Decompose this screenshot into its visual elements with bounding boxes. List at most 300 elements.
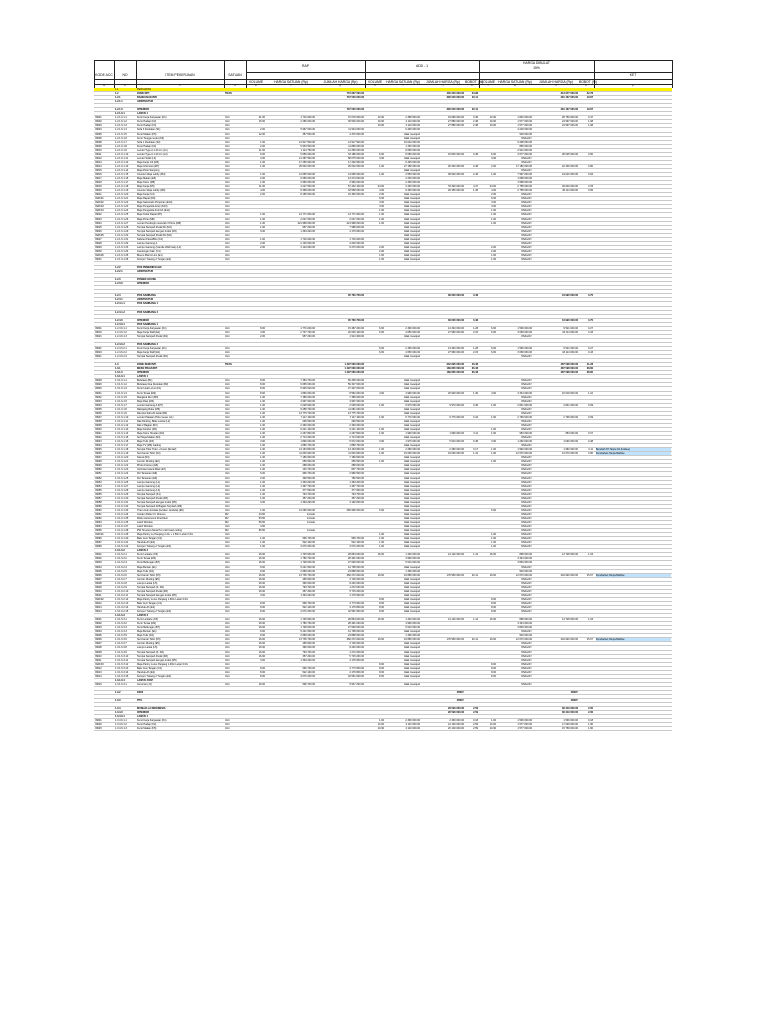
cell-dh: INVALID ! [521, 484, 532, 488]
cell-rh: 1 880 700.00 [300, 444, 315, 448]
cell-no: 1.3.1.6.1.30 [115, 496, 129, 500]
cell-dh: 3 344 000.00 [517, 391, 532, 395]
cell-ah: 2 550 000.00 [405, 172, 420, 176]
cell-rj: 28 491 000.00 [348, 622, 364, 626]
cell-rj: 13 274 000.00 [348, 177, 364, 181]
cell-ah: 2 390 000.00 [405, 719, 420, 723]
cell-kode: IN041 [95, 431, 102, 435]
cell-no: 1.2.4.6 [115, 318, 123, 322]
cell-dj: 9 521 000.00 [563, 326, 578, 330]
cell-av: 1.00 [379, 221, 384, 225]
cell-item: INTERIOR [137, 282, 149, 286]
cell-rh: 2 899 000.00 [300, 569, 315, 573]
cell-sat: Unit [225, 545, 230, 549]
cell-aj: #REF! [456, 699, 464, 703]
cell-dh: INVALID ! [521, 508, 532, 512]
cell-kode: IN021 [95, 355, 102, 359]
cell-rv: 16.00 [258, 581, 265, 585]
cell-db: 0.43 [588, 351, 593, 355]
cell-item: Meja Pintu Samping [137, 168, 160, 172]
cell-kode: IN051 [95, 472, 102, 476]
cell-item: Meja Makan (E5) [137, 177, 157, 181]
cell-rv: 8.00 [260, 379, 265, 383]
cell-ab: 2.46 [473, 172, 478, 176]
cell-ah: 1 970 000.00 [405, 440, 420, 444]
cell-dj: 487 598 000.00 [560, 363, 578, 367]
cell-rv: 8.00 [260, 383, 265, 387]
cell-dv: 3.00 [491, 440, 496, 444]
cell-ab: 2.59 [473, 711, 478, 715]
cell-no: 1.2.1.6.1.15 [115, 172, 129, 176]
cell-no: 1.3.1.6.1.27 [115, 484, 129, 488]
cell-rj: 256 500.00 [351, 460, 364, 464]
cell-rv: 16.00 [258, 682, 265, 686]
cell-dv: 6.00 [491, 347, 496, 350]
cell-item: Meja Tamu (M5) [137, 181, 156, 185]
cell-no: 1.3.1.6.2.15 [115, 610, 129, 614]
cell-dh: INVALID ! [521, 213, 532, 217]
cell-sat: Unit [225, 334, 230, 338]
cell-kode: IN003 [95, 124, 102, 128]
cell-db: 0.09 [588, 415, 593, 419]
cell-sat: Unit [225, 561, 230, 565]
cell-rj: 596 700.00 [351, 537, 364, 541]
cell-kode: IN037 [95, 415, 102, 419]
cell-kode: IN013 [95, 606, 102, 609]
cell-ah: tidak mewujud [404, 237, 420, 241]
cell-rh: 288 000.00 [302, 464, 315, 468]
cell-sat: Unit [225, 423, 230, 427]
cell-ah: 6 650 000.00 [405, 148, 420, 152]
cell-ah: 1 320 000.00 [405, 553, 420, 557]
cell-kode: IN019 [95, 185, 102, 189]
cell-kode: IN022 [95, 213, 102, 217]
cell-rv: 1.00 [260, 140, 265, 144]
cell-rh: 14 487 500.00 [299, 156, 315, 160]
cell-item: KIOS [137, 690, 144, 694]
cell-ab: 36.48 [471, 367, 478, 371]
cell-kode: IN064 [95, 525, 102, 529]
cell-no: 1.3.1.6.2.10 [115, 589, 129, 593]
cell-rv: 16.00 [258, 622, 265, 626]
cell-no: 1.3.1.6.2.13 [115, 601, 129, 605]
cell-aj: 400 240 000.00 [446, 92, 464, 96]
cell-rv: 11.00 [258, 185, 265, 189]
cell-ab: 2.48 [473, 124, 478, 128]
cell-kode: IN029 [95, 245, 102, 249]
cell-db: 19.87 [586, 108, 593, 112]
cell-item: Meja Koridor (M1) [137, 427, 158, 431]
cell-item: Kursi Hadap (K4) [137, 144, 157, 148]
cell-ah: 4 990 000.00 [405, 391, 420, 395]
cell-ab: 0.49 [473, 116, 478, 120]
cell-av: 6.00 [379, 326, 384, 330]
cell-item: Lemari Pakaian Pintu Geser (L1) [137, 415, 174, 419]
cell-dh: 918 000.00 [519, 132, 532, 136]
cell-dh: 2 841 000.00 [517, 403, 532, 407]
cell-dj: 34 990 000.00 [562, 318, 578, 322]
cell-dh: INVALID ! [521, 253, 532, 257]
cell-item: Meja Buntan (E1) [137, 630, 157, 634]
cell-item: Meja Kerja Staff (E1) [137, 351, 161, 355]
cell-ah: tidak mewujud [404, 253, 420, 257]
cell-dh: INVALID ! [521, 533, 532, 537]
cell-rj: 33 568 000.00 [348, 189, 364, 193]
cell-rh: 596 700.00 [302, 601, 315, 605]
cell-ah: tidak mewujud [404, 395, 420, 399]
cell-rh: 6 656 000.00 [300, 177, 315, 181]
cell-kode: IN017 [95, 177, 102, 181]
cell-ah: tidak mewujud [404, 630, 420, 634]
cell-rj: 14 771 600.00 [348, 213, 364, 217]
cell-item: Counter Meja Lobby (M6) [137, 189, 166, 193]
cell-dj: 38 419 000.00 [562, 711, 578, 715]
cell-rh: 1 860 000.00 [300, 391, 315, 395]
cell-ah: 2 230 000.00 [405, 177, 420, 181]
cell-rh: 4 070 200.00 [300, 545, 315, 549]
cell-kode: IN016 [95, 172, 102, 176]
cell-av: 2.00 [379, 245, 384, 249]
cell-ab: 20.11 [471, 108, 478, 112]
cell-ab: 2.59 [473, 707, 478, 711]
cell-ah: tidak mewujud [404, 399, 420, 403]
cell-ab: 1.41 [473, 452, 478, 456]
cell-ah: 8 080 000.00 [405, 152, 420, 156]
cell-db: 1.03 [588, 553, 593, 557]
cell-item: Bufetaas (B1) [137, 379, 153, 383]
cell-ab: 36.48 [471, 371, 478, 375]
cell-rv: 1.00 [260, 492, 265, 496]
cell-sat: Unit [225, 411, 230, 415]
cell-kode: IN018 [95, 181, 102, 185]
cell-item: POWER HOUSE [137, 278, 157, 282]
cell-ah: tidak mewujud [404, 597, 420, 601]
cell-no: 1.2.1.6.1.36 [115, 257, 129, 261]
cell-aj: 20 900 000.00 [448, 391, 464, 395]
cell-rj: 4 729 000.00 [349, 577, 364, 581]
cell-no: 1.3.1.6.1.36 [115, 521, 129, 525]
cell-item: Bale Cuci Tangan (C1) [137, 601, 163, 605]
column-marker: j [442, 84, 444, 87]
cell-dj: 14 728 000.00 [562, 618, 578, 622]
cell-av: 8.00 [379, 670, 384, 674]
cell-rv: 8.00 [260, 634, 265, 638]
cell-item: Meja Rapat (D9) [137, 197, 156, 201]
cell-ah: 2 389 500.00 [405, 116, 420, 120]
cell-rv: 16.00 [258, 638, 265, 642]
cell-item: Cermin Dinding (E5) [137, 577, 160, 581]
cell-sat: Unit [225, 164, 230, 168]
cell-no: 1.3.1.6.1.23 [115, 468, 129, 472]
cell-ah: tidak mewujud [404, 205, 420, 209]
cell-rj: 1 272 000.00 [349, 585, 364, 589]
cell-kode: IN002 [95, 622, 102, 626]
cell-kode: IN008 [95, 646, 102, 650]
cell-dv: 1.00 [491, 541, 496, 545]
cell-no: 1.3.1.6.4.1 [115, 682, 127, 686]
cell-dj: 49 600 000.00 [562, 185, 578, 189]
cell-ab: 0.48 [473, 318, 478, 322]
cell-ab: 0.44 [473, 415, 478, 419]
cell-aj: 26 450 000.00 [448, 189, 464, 193]
cell-kode: INAK02 [95, 597, 104, 601]
column-marker: e [255, 84, 257, 87]
cell-ab: 1.28 [473, 347, 478, 350]
cell-dv: 6.00 [491, 330, 496, 334]
cell-rh: 957 200.00 [302, 225, 315, 229]
cell-kode: IN039 [95, 423, 102, 427]
cell-sat: Unit [225, 395, 230, 399]
cell-kode: IN060 [95, 508, 102, 512]
cell-item: Tempat Sampah Pedal (R1) [137, 334, 168, 338]
cell-ah: tidak mewujud [404, 674, 420, 678]
cell-db: 41.28 [586, 363, 593, 367]
cell-no: 1.2.1.6 [115, 108, 123, 112]
cell-rj: 1 394 200.00 [349, 480, 364, 484]
cell-ah: 16 880 000.00 [404, 638, 420, 642]
cell-sat: Unit [225, 626, 230, 630]
cell-db: 0.82 [588, 189, 593, 193]
cell-kode: INAK01 [95, 533, 104, 537]
cell-ah: 9 770 000.00 [405, 415, 420, 419]
cell-dv: 1.00 [491, 533, 496, 537]
cell-item: Tempat Sampah dengan Induk (R3) [137, 229, 177, 233]
cell-kode: IN059 [95, 504, 102, 508]
cell-rj: 6 221 100.00 [349, 427, 364, 431]
cell-rj: 59 305 000.00 [348, 379, 364, 383]
cell-rv: 1.00 [260, 411, 265, 415]
cell-kode: IN006 [95, 638, 102, 642]
cell-rv: 8.00 [260, 666, 265, 670]
cell-ah: 1 330 000.00 [405, 144, 420, 148]
cell-kode: IN012 [95, 601, 102, 605]
cell-av: 2.00 [379, 193, 384, 197]
cell-item: Tempat Tidur Tidur + Kasur (E1-E2) [137, 448, 177, 452]
cell-ah: tidak mewujud [404, 407, 420, 411]
cell-sat: Unit [225, 646, 230, 650]
cell-ket: Perubahan Tanpa Biaflow [596, 574, 671, 577]
cell-rv: 3.00 [260, 593, 265, 597]
cell-no: 1.3.1.6.3.4 [115, 630, 127, 634]
cell-rv: 1.00 [260, 436, 265, 440]
cell-sat: Unit [225, 185, 230, 189]
cell-item: Tempat Sampah di Bagian Terpisah (R6) [137, 504, 182, 508]
cell-aj: 19 696 000.00 [448, 116, 464, 120]
cell-dj: 204 920 000.00 [560, 638, 578, 642]
cell-no: 1.2.4.1.1 [115, 302, 125, 306]
cell-item: Pot Tanaman (E9) [137, 476, 158, 480]
cell-no: 1.3.1.6.1.31 [115, 500, 129, 504]
cell-sat: Unit [225, 217, 230, 221]
header-item: ITEM PEKERJAAN [165, 73, 195, 77]
cell-no: 1.2.1.6.1.26 [115, 217, 129, 221]
column-marker: n [555, 84, 557, 87]
cell-av: 12.00 [377, 116, 384, 120]
cell-rv: 2.00 [260, 177, 265, 181]
cell-ah: tidak mewujud [404, 419, 420, 423]
cell-sat: Unit [225, 128, 230, 132]
cell-dh: 17 180 000.00 [516, 164, 532, 168]
cell-item: Lemari Gantung A (M7) [137, 403, 163, 407]
cell-rj: 11 934 000.00 [348, 128, 364, 132]
cell-dv: 8.00 [491, 601, 496, 605]
cell-rh: 794 700.00 [302, 585, 315, 589]
cell-ket: Perubahan Tanpa Biaflow [596, 452, 671, 455]
cell-no: 1.2.1.6.1.31 [115, 237, 129, 241]
cell-aj: 21 120 000.00 [448, 618, 464, 622]
cell-item: INTERIOR [137, 318, 149, 322]
cell-rj: 57 432 100.00 [348, 185, 364, 189]
cell-no: 1.3.1 [115, 367, 121, 371]
cell-dh: INVALID ! [521, 419, 532, 423]
cell-rj: 357 200.00 [351, 496, 364, 500]
cell-ab: 0.48 [473, 294, 478, 298]
cell-no: 1.1 [115, 88, 119, 91]
cell-rv: 3.00 [260, 500, 265, 504]
cell-rj: 1 297 066 000.00 [344, 371, 364, 375]
cell-rh: 357 200.00 [302, 589, 315, 593]
cell-kode: IN002 [95, 723, 102, 727]
cell-ah: tidak mewujud [404, 480, 420, 484]
cell-rj: 4 192 600.00 [349, 500, 364, 504]
cell-rh: 996 700.00 [302, 472, 315, 476]
cell-dh: INVALID ! [521, 650, 532, 654]
cell-dh: INVALID ! [521, 245, 532, 249]
cell-dh: 4 218 000.00 [517, 128, 532, 132]
cell-no: 1.3.1.6.3.12 [115, 662, 129, 666]
cell-rj: 780 500.00 [351, 476, 364, 480]
cell-no: 1.2 [115, 92, 119, 96]
cell-dh: INVALID ! [521, 593, 532, 597]
cell-ah: 6 490 000.00 [405, 128, 420, 132]
table-row [94, 727, 672, 731]
cell-rh: 2 280 000.00 [300, 120, 315, 124]
cell-dh: 12 670 000.00 [516, 638, 532, 642]
cell-item: POS PEMERIKSAAN [137, 266, 162, 270]
cell-item: Tempat Sampah (K1) [137, 492, 161, 496]
cell-sat: Unit [225, 193, 230, 197]
cell-rh: 13 260 000.00 [299, 508, 315, 512]
cell-rj: 7 180 600.00 [349, 456, 364, 460]
cell-no: 1.3.1.6.2 [115, 549, 125, 553]
cell-dj: 953 000.00 [565, 431, 578, 435]
cell-rv: 1.00 [260, 181, 265, 185]
cell-rv: 16.00 [258, 577, 265, 581]
cell-dv: 1.00 [491, 537, 496, 541]
cell-no: 1.2.4.6.2.1 [115, 347, 127, 350]
cell-ah: tidak mewujud [404, 521, 420, 525]
cell-ah: tidak mewujud [404, 601, 420, 605]
cell-ah: tidak mewujud [404, 593, 420, 597]
cell-dv: 8.00 [491, 606, 496, 609]
cell-ah: 1 990 000.00 [405, 431, 420, 435]
cell-rv: 56.50 [258, 521, 265, 525]
cell-kode: IN003 [95, 561, 102, 565]
cell-rh: 5 666 000.00 [300, 152, 315, 156]
cell-av: 1.00 [379, 217, 384, 221]
cell-sat: Unit [225, 533, 230, 537]
cell-dv: 4.00 [491, 189, 496, 193]
cell-ah: tidak mewujud [404, 193, 420, 197]
header-add-jumlah: JUMLAH HARGA (Rp) [426, 80, 460, 84]
cell-sat: Unit [225, 662, 230, 666]
cell-no: 1.3.1.6.1.5 [115, 395, 127, 399]
cell-item: ZONE SEMI INTI [137, 363, 157, 367]
cell-no: 1.2.1.6.1.8 [115, 144, 127, 148]
cell-kode: IN032 [95, 395, 102, 399]
cell-dv: 1.00 [491, 172, 496, 176]
cell-rj: 4 176 600.00 [349, 658, 364, 662]
cell-item: Tempat Sampah dengan Induk (R5) [137, 500, 177, 504]
cell-dh: INVALID ! [521, 387, 532, 391]
header-no: NO [122, 73, 128, 77]
cell-ah: tidak mewujud [404, 257, 420, 261]
cell-dh: INVALID ! [521, 468, 532, 472]
cell-kode: IN002 [95, 557, 102, 561]
cell-db: 0.07 [588, 431, 593, 435]
cell-dv: 1.00 [491, 213, 496, 217]
cell-no: 1.2.2 [115, 266, 121, 270]
cell-item: INTERIOR [137, 711, 149, 715]
cell-rj: 9 547 200.00 [349, 682, 364, 686]
cell-rv: 8.00 [260, 391, 265, 395]
cell-item: Set Kamar Tidur (K5) [137, 638, 161, 642]
cell-db: 15.67 [586, 573, 593, 577]
cell-aj: 14 340 000.00 [448, 347, 464, 350]
cell-rj: 6 240 000.00 [349, 581, 364, 585]
cell-ah: tidak mewujud [404, 577, 420, 581]
cell-kode: IN030 [95, 249, 102, 253]
cell-kode: IN008 [95, 581, 102, 585]
cell-dh: INVALID ! [521, 197, 532, 201]
cell-no: 1.3.1.6.1.10 [115, 415, 129, 419]
cell-kode: IN026 [95, 229, 102, 233]
cell-no: 1.3.1.6.2.3 [115, 561, 127, 565]
cell-sat: Unit [225, 205, 230, 209]
cell-rh: 2 960 000.00 [300, 181, 315, 185]
cell-rj: 4 176 800.00 [349, 606, 364, 609]
cell-dv: 16.00 [489, 573, 496, 577]
cell-dv: 1.00 [491, 257, 496, 261]
cell-dh: INVALID ! [521, 512, 532, 516]
cell-no: 1.3.1.6.3.6 [115, 638, 127, 642]
spreadsheet-page [94, 60, 672, 948]
cell-ah: tidak mewujud [404, 581, 420, 585]
cell-sat: Unit [225, 407, 230, 411]
header-kode-acc: KODE ACC [95, 73, 113, 77]
cell-item: Cermin Dinding (E5) [137, 642, 160, 646]
cell-ah: tidak mewujud [404, 233, 420, 237]
cell-ah: tidak mewujud [404, 221, 420, 225]
cell-item: Tempat Sampah dengan Induk (R5) [137, 658, 177, 662]
cell-rv: 56.50 [258, 529, 265, 533]
cell-sat: Unit [225, 241, 230, 245]
cell-dh: INVALID ! [521, 585, 532, 589]
cell-rj: 737 000 000.00 [346, 96, 364, 100]
cell-item: Meja Kerja 1/4 (M3) [137, 160, 159, 164]
cell-rh: 390 000.00 [302, 646, 315, 650]
cell-item: Meja Tulis (D4) [137, 569, 154, 573]
cell-aj: 38 620 000.00 [448, 172, 464, 176]
cell-no: 1.2.1.6.1.18 [115, 185, 129, 189]
cell-rv: 8.00 [260, 674, 265, 678]
cell-av: 4.00 [379, 201, 384, 205]
cell-no: 1.3.1.6.1.21 [115, 460, 129, 464]
cell-dv: 6.00 [491, 326, 496, 330]
cell-ah: tidak mewujud [404, 225, 420, 229]
cell-dh: 12 670 000.00 [516, 573, 532, 577]
cell-av: 6.00 [379, 347, 384, 350]
